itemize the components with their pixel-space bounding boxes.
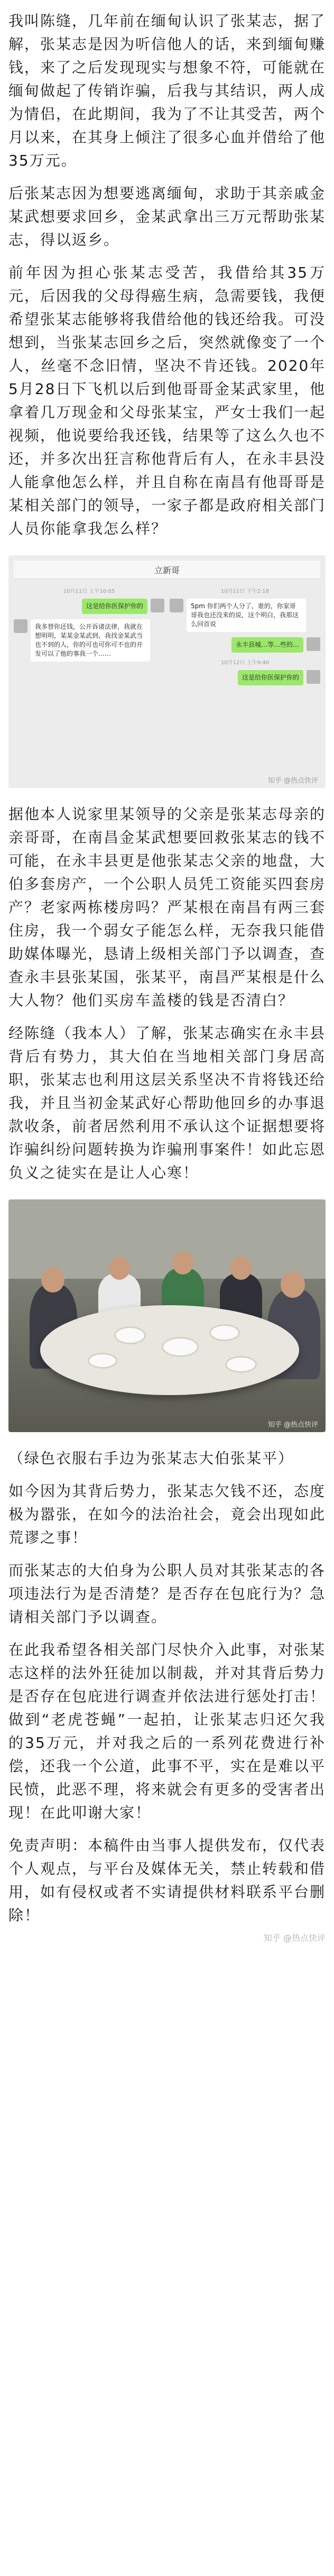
dish xyxy=(225,1356,257,1373)
avatar xyxy=(307,637,320,651)
chat-timestamp: 10月12日 上午9:40 xyxy=(220,660,270,666)
avatar xyxy=(170,599,183,612)
paragraph: 我叫陈缝，几年前在缅甸认识了张某志，据了解，张某志是因为听信他人的话，来到缅甸赚钱，来了之后发现现实与想象不符，可能就在缅甸做起了传销诈骗，后我与其结识，两人成为情侣，在此期间，我为了不让其受苦，两个月以来，在其身上倾注了很多心血并借给了他35万元。 xyxy=(8,12,326,169)
chat-bubble: 我多替你还钱，公开诉诸法律，我就在想明明，某某金某武到，我找金某武当也不到的人，你的可也可你可不也的开发可以了他的事我一个…… xyxy=(31,619,150,662)
watermark: 知乎 @热点快评 xyxy=(267,1421,318,1429)
chat-bubble: 永丰县城…等…些的… xyxy=(231,637,303,653)
paragraph: 后张某志因为想要逃离缅甸，求助于其亲戚金某武想要求回乡，金某武拿出三万元帮助张某志，得以返乡。 xyxy=(8,185,326,249)
chat-message xyxy=(14,599,164,614)
dish xyxy=(162,1337,199,1357)
paragraph: 如今因为其背后势力，张某志欠钱不还，态度极为嚣张，在如今的法治社会，竟会出现如此荒谬之事！ xyxy=(8,1482,326,1546)
chat-timestamp: 10月11日 下午2:18 xyxy=(220,589,270,594)
paragraph: 在此我希望各相关部门尽快介入此事，对张某志这样的法外狂徒加以制裁，并对其背后势力是否存在包庇进行调查并依法进行惩处打击！做到“老虎苍蝇”一起拍，让张某志归还欠我的35万元，并对我之后的一系列花费进行补偿，还我一个公道，此事不平，实在是难以平民愤，此恶不理，将来就会有更多的受害者出现！在此叩谢大家！ xyxy=(8,1641,326,1821)
photo-caption: （绿色衣服右手边为张某志大伯张某平） xyxy=(8,1450,294,1467)
paragraph: 据他本人说家里某领导的父亲是张某志母亲的亲哥哥，在南昌金某武想要回救张某志的钱不可能，在永丰县更是他张某志父亲的地盘，大伯多套房产，一个公职人员凭工资能买四套房产？老家两栋楼房吗？严某根在南昌有两三套住房，我一个弱女子能怎么样，无奈我只能借助媒体曝光，恳请上级相关部门予以调查，查查永丰县张某国，张某平，南昌严某根是什么大人物？他们买房车盖楼的钱是否清白？ xyxy=(8,805,326,1009)
chat-header: 立新哥 xyxy=(14,561,320,579)
watermark: 知乎 @热点快评 xyxy=(267,777,318,785)
paragraph: 经陈缝（我本人）了解，张某志确实在永丰县背后有势力，其大伯在当地相关部门身居高职，张某志也利用这层关系坚决不肯将钱还给我，并且当初金某武好心帮助他回乡的办事退款收条，前者居然利用不承认这个证据想要将诈骗纠纷问题转换为诈骗刑事案件！如此忘恩负义之徒实在是让人心寒！ xyxy=(8,1024,326,1181)
photo-wall xyxy=(8,1199,326,1279)
paragraph: 前年因为担心张某志受苦，我借给其35万元，后因我的父母得癌生病，急需要钱，我便希望张某志能够将我借给他的钱还给我。可没想到，当张某志回乡之后，突然就像变了一个人，丝毫不念旧情，坚决不肯还钱。2020年5月28日下飞机以后到他哥哥金某武家里，他拿着几万现金和父母张某宝，严女士我们一起视频，他说要给我还钱，结果等了这么久也不还，并多次出狂言称他背后有人，在永丰县没人能拿他怎么样，并且自称在南昌有他哥哥是某相关部门的领导，一家子都是政府相关部门人员你能拿我怎么样？ xyxy=(8,264,326,537)
chat-bubble: 5pm 你们两个人分了，谁的，你家哥哥我也还没来的说，这个明白，我那这么回首说 xyxy=(187,599,306,632)
paragraph: 而张某志的大伯身为公职人员对其张某志的各项违法行为是否清楚？是否存在包庇行为？急请相关部门予以调查。 xyxy=(8,1562,326,1626)
footer-watermark: 知乎 @热点快评 xyxy=(263,1933,326,1943)
dinner-photo xyxy=(8,1199,326,1432)
dish xyxy=(88,1353,117,1369)
chat-bubble: 这是给你医保护你的 xyxy=(82,599,147,614)
chat-bubble: 这是给你医保护你的 xyxy=(238,670,303,685)
dish xyxy=(114,1326,146,1344)
avatar xyxy=(151,599,164,612)
chat-message xyxy=(14,619,164,662)
avatar xyxy=(14,619,27,633)
dish xyxy=(209,1324,240,1341)
chat-column-right xyxy=(170,584,320,691)
chat-timestamp: 10月11日 上午10:05 xyxy=(63,589,115,594)
chat-screenshot xyxy=(8,555,326,788)
avatar xyxy=(307,670,320,684)
photo-person-head xyxy=(230,1257,252,1280)
photo-person-head xyxy=(172,1251,193,1275)
photo-person-head xyxy=(281,1271,305,1298)
photo-person-head xyxy=(41,1267,64,1292)
chat-message xyxy=(170,670,320,685)
chat-message xyxy=(170,637,320,653)
chat-column-left xyxy=(14,584,164,691)
disclaimer: 免责声明：本稿件由当事人提供发布，仅代表个人观点，与平台及媒体无关，禁止转载和借用，如有侵权或者不实请提供材料联系平台删除！ xyxy=(8,1837,326,1924)
photo-person-head xyxy=(109,1257,130,1280)
chat-message xyxy=(170,599,320,632)
